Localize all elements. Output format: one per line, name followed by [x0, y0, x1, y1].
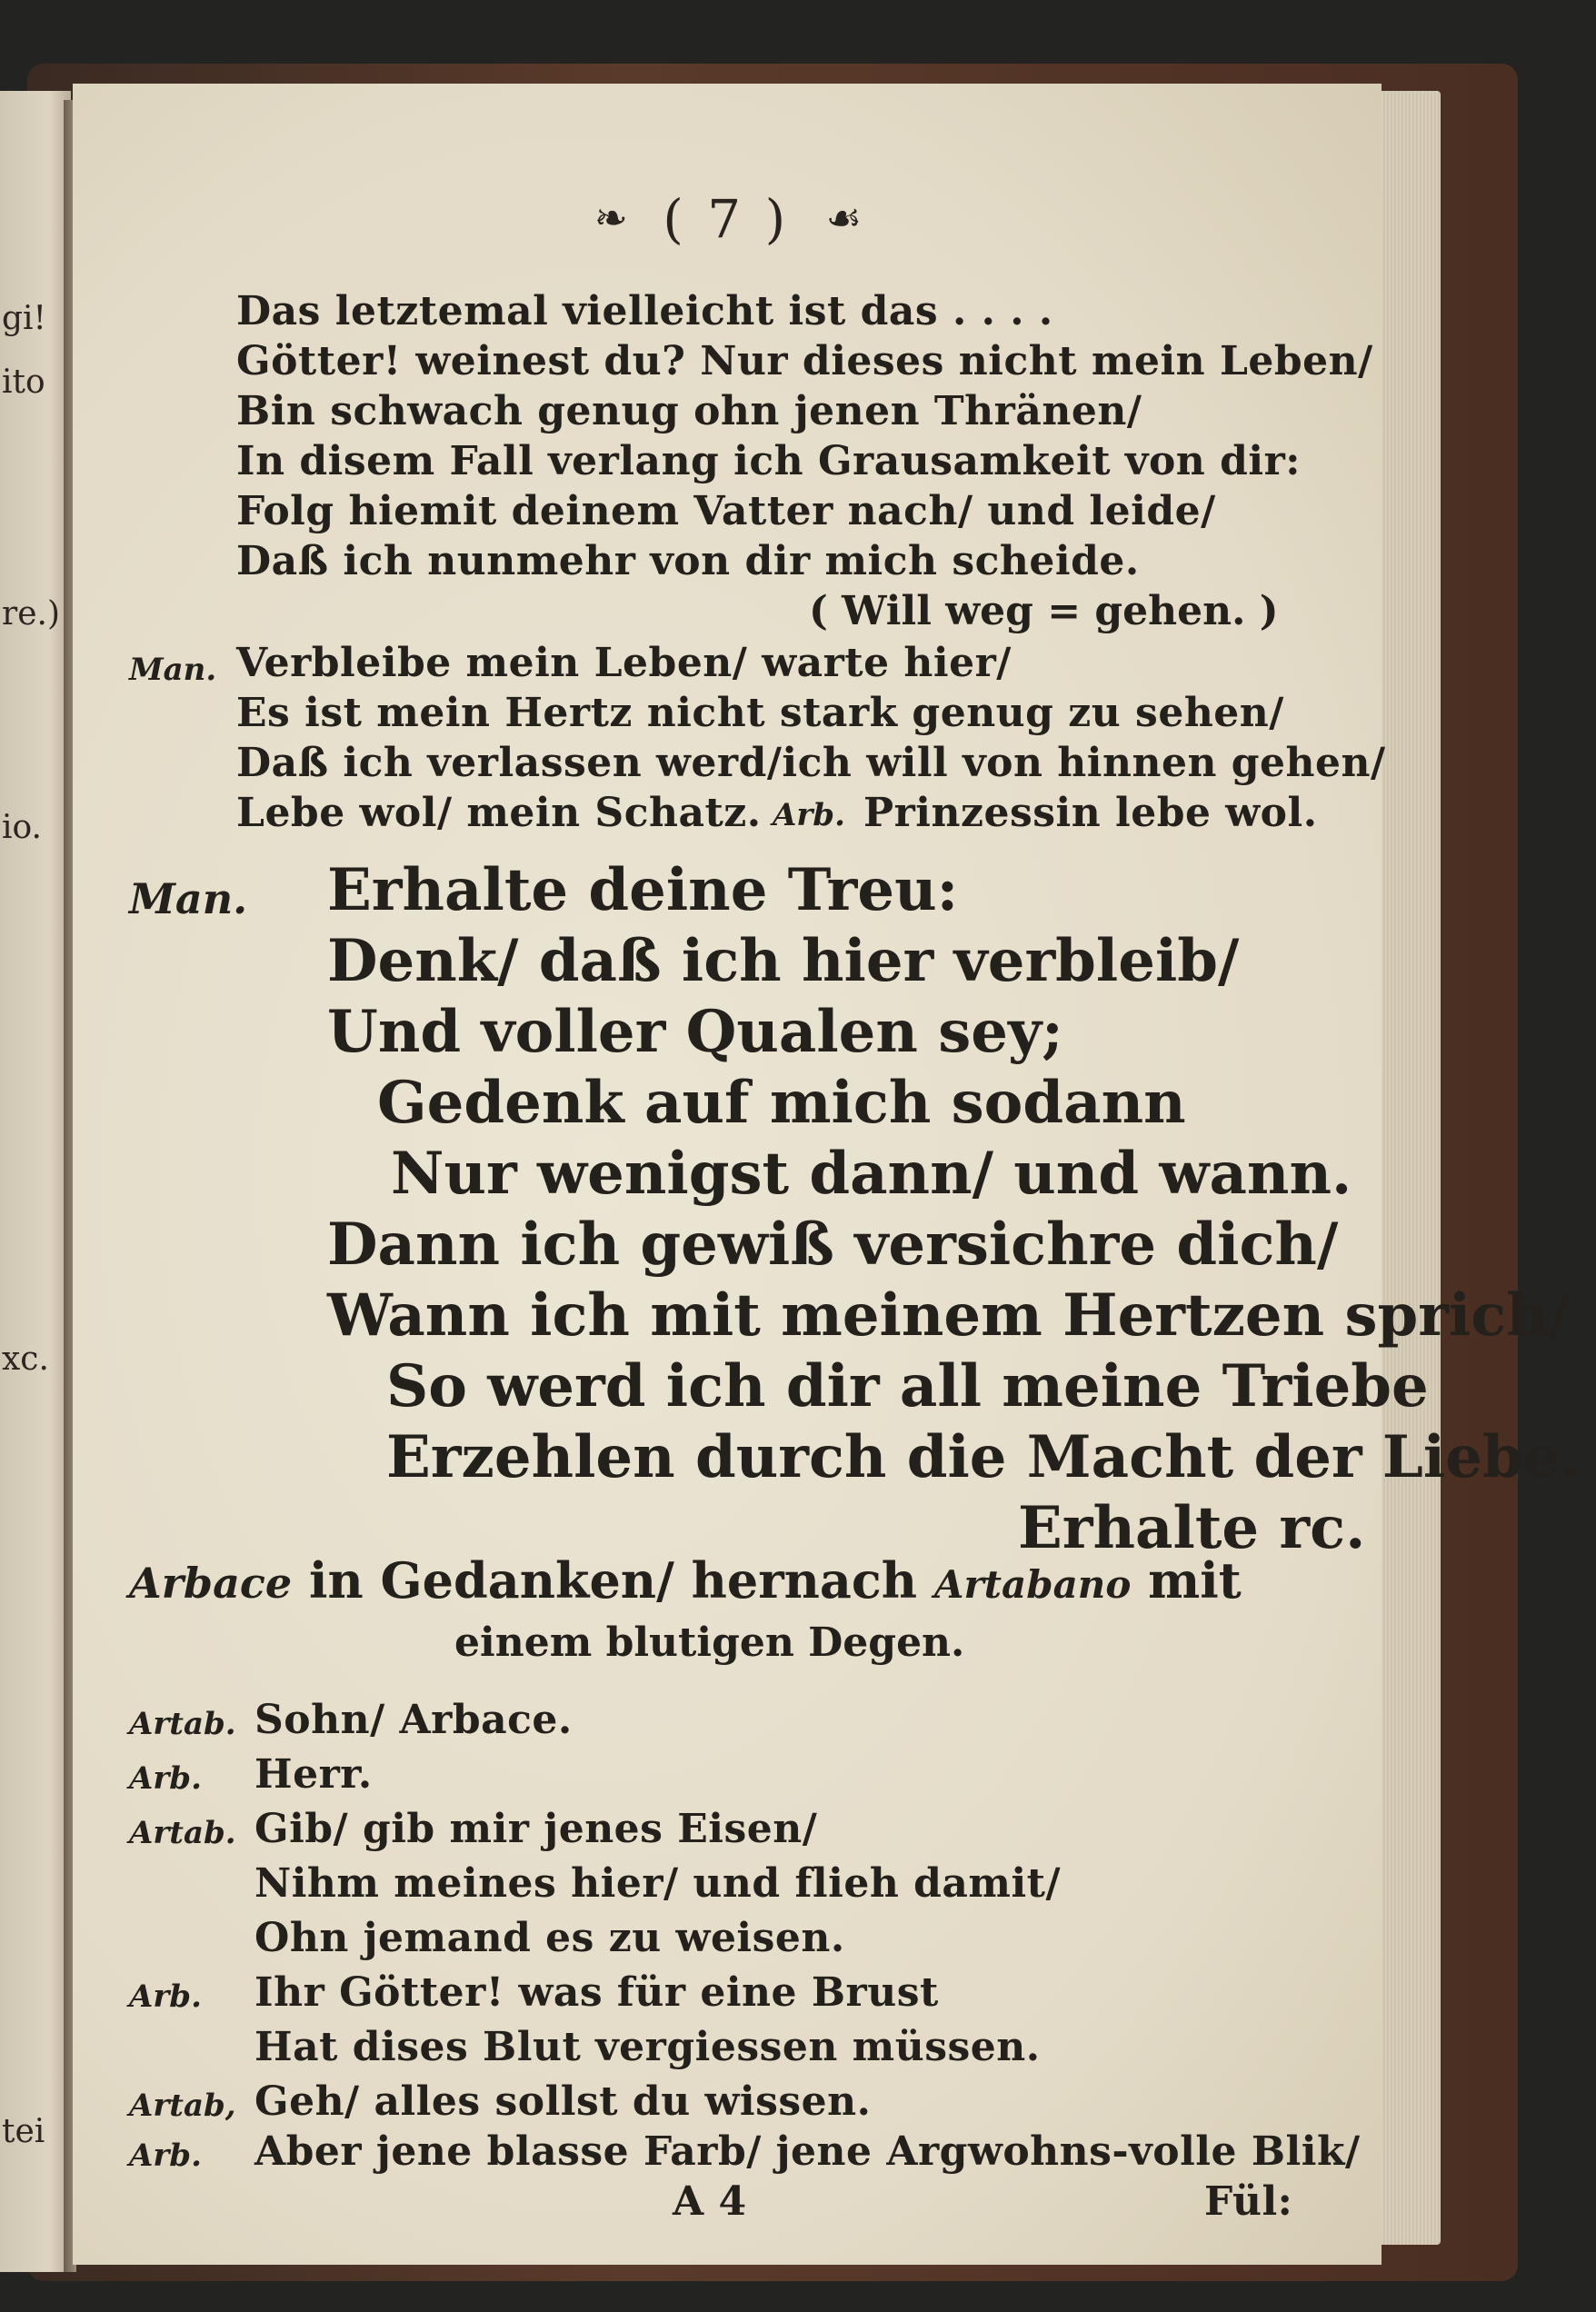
verse-line: Bin schwach genug ohn jenen Thränen/: [236, 388, 1142, 434]
verse-line: Lebe wol/ mein Schatz.: [236, 790, 762, 836]
speaker-label: Man.: [129, 652, 217, 688]
margin-fragment: io.: [2, 809, 42, 846]
character-name: Arbace: [129, 1559, 293, 1608]
dialogue-line: Nihm meines hier/ und flieh damit/: [254, 1860, 1062, 1907]
dialogue-line: Geh/ alles sollst du wissen.: [254, 2078, 872, 2125]
verse-line: Daß ich verlassen werd/ich will von hinnen gehen/: [236, 740, 1386, 786]
dialogue-line: Ohn jemand es zu weisen.: [254, 1915, 845, 1961]
margin-fragment: re.): [2, 595, 61, 633]
speaker-label: Arb.: [129, 1760, 202, 1797]
verse-line: Es ist mein Hertz nicht stark genug zu sehen/: [236, 690, 1284, 736]
dialogue-line: Ihr Götter! was für eine Brust: [254, 1969, 939, 2016]
verse-line: Götter! weinest du? Nur dieses nicht mein Leben/: [236, 338, 1373, 384]
aria-line: Nur wenigst dann/ und wann.: [391, 1140, 1352, 1208]
margin-fragment: ito: [2, 364, 45, 401]
left-page-edge: [0, 91, 71, 2272]
catchword: Fül:: [1204, 2178, 1293, 2225]
aria-line: Denk/ daß ich hier verbleib/: [327, 927, 1240, 995]
speaker-label: Artab,: [129, 2088, 236, 2124]
book-page: [73, 84, 1581, 2265]
verse-line: Folg hiemit deinem Vatter nach/ und leide/: [236, 488, 1216, 534]
aria-line: Dann ich gewiß versichre dich/: [327, 1211, 1339, 1279]
aria-repeat: Erhalte rc.: [1018, 1494, 1366, 1562]
scene-heading: [129, 1551, 1242, 1609]
verse-line: Verbleibe mein Leben/ warte hier/: [236, 640, 1012, 686]
page-number: ( 7 ): [663, 187, 790, 250]
aria-line: Wann ich mit meinem Hertzen sprich/: [327, 1281, 1571, 1350]
speaker-label: Arb.: [129, 2138, 202, 2174]
speaker-label: Artab.: [129, 1815, 236, 1851]
speaker-label: Artab.: [129, 1706, 236, 1742]
margin-fragment: tei: [2, 2113, 45, 2150]
page-header: [73, 184, 1382, 250]
verse-line: Das letztemal vielleicht ist das . . . .: [236, 288, 1053, 334]
speaker-label: Man.: [129, 874, 248, 923]
stage-direction: ( Will weg = gehen. ): [809, 588, 1279, 634]
signature-mark: A 4: [673, 2178, 747, 2225]
aria-line: Und voller Qualen sey;: [327, 998, 1063, 1066]
dialogue-line: Aber jene blasse Farb/ jene Argwohns-volle Blik/: [254, 2128, 1361, 2175]
verse-line: In disem Fall verlang ich Grausamkeit von dir:: [236, 438, 1302, 484]
dialogue-line: Gib/ gib mir jenes Eisen/: [254, 1806, 818, 1852]
scene-text: in Gedanken/ hernach: [308, 1551, 918, 1609]
margin-fragment: gi!: [2, 300, 47, 337]
aria-line: So werd ich dir all meine Triebe: [386, 1352, 1429, 1420]
speaker-label: Arb.: [129, 1978, 202, 2015]
verse-line: Daß ich nunmehr von dir mich scheide.: [236, 538, 1140, 584]
dialogue-line: Herr.: [254, 1751, 373, 1798]
speaker-label: Arb.: [773, 797, 845, 833]
character-name: Artabano: [933, 1562, 1132, 1607]
ornament-right-icon: ☙: [825, 195, 861, 243]
dialogue-line: Hat dises Blut vergiessen müssen.: [254, 2024, 1041, 2070]
verse-line: Prinzessin lebe wol.: [863, 790, 1318, 836]
aria-line: Erzehlen durch die Macht der Liebe.: [386, 1423, 1581, 1491]
aria-line: Gedenk auf mich sodann: [377, 1069, 1186, 1137]
aria-line: Erhalte deine Treu:: [327, 856, 959, 924]
scene-heading-line2: einem blutigen Degen.: [454, 1619, 965, 1666]
scene-text: mit: [1148, 1551, 1242, 1609]
margin-fragment: xc.: [2, 1340, 49, 1378]
ornament-left-icon: ❧: [594, 195, 626, 243]
dialogue-line: Sohn/ Arbace.: [254, 1697, 573, 1743]
